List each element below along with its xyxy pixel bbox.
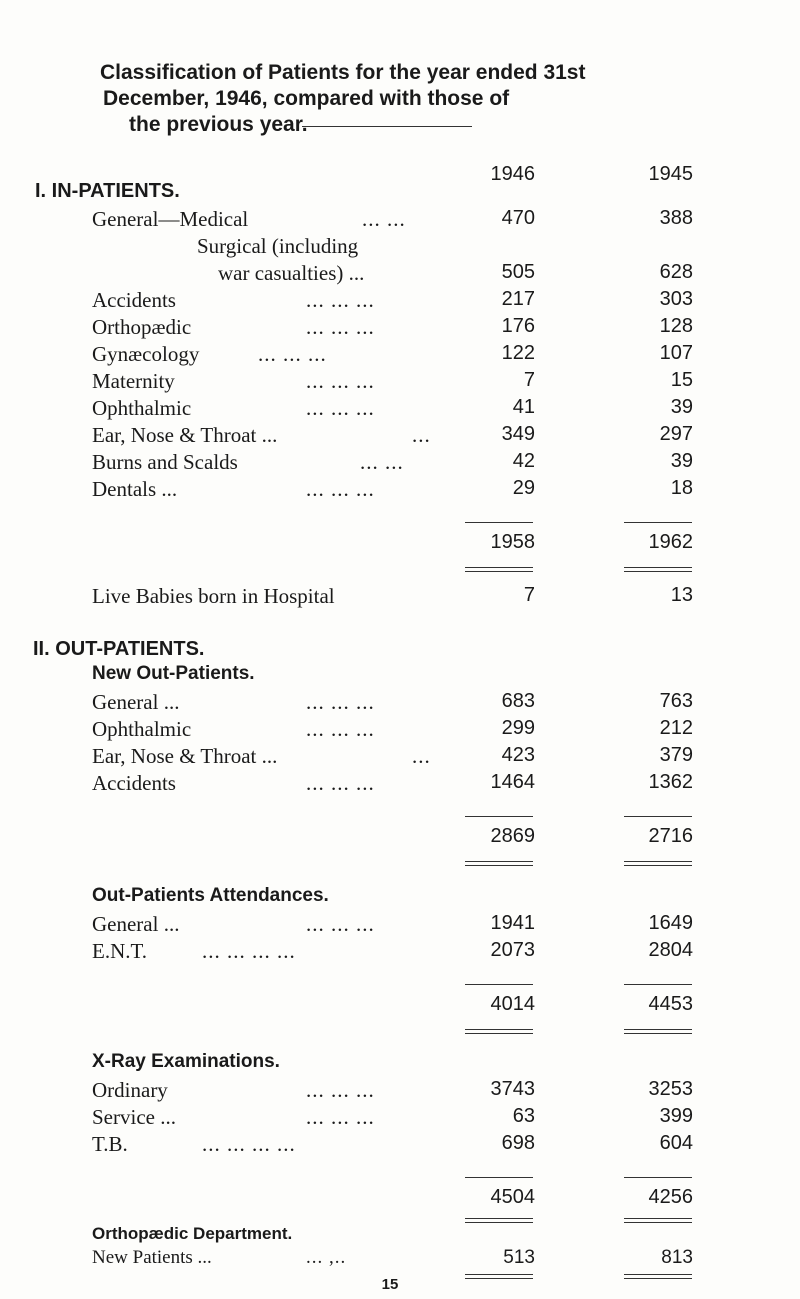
subtotal-rule [624,816,692,817]
total-1946: 4014 [490,993,535,1015]
table-row [0,912,800,942]
leader-dots: ... ... ... [306,912,375,936]
total-row [0,531,800,561]
leader-dots: ... ... ... ... [202,1132,296,1156]
table-row [0,369,800,399]
row-label: Ordinary [92,1078,168,1102]
value-1945: 628 [659,261,693,283]
value-1946: 698 [501,1132,535,1154]
value-1946: 505 [501,261,535,283]
value-1946: 42 [512,450,535,472]
value-1946: 299 [501,717,535,739]
row-label: Dentals ... [92,477,178,501]
total-1946: 1958 [490,531,535,553]
value-1945: 379 [659,744,693,766]
value-1946: 122 [501,342,535,364]
value-1945: 303 [659,288,693,310]
total-1945: 4453 [648,993,693,1015]
table-row [0,234,800,264]
leader-dots: ... ... ... [306,315,375,339]
value-1945: 399 [659,1105,693,1127]
table-row [0,1132,800,1162]
table-row [0,423,800,453]
table-row [0,717,800,747]
leader-dots: ... [412,744,431,768]
subtotal-rule [624,984,692,985]
leader-dots: ... [412,423,431,447]
attendances-heading: Out-Patients Attendances. [92,885,329,906]
row-label: Ophthalmic [92,717,192,741]
leader-dots: ... ... [360,450,404,474]
total-double-rule [624,1029,692,1034]
row-label: Accidents [92,771,176,795]
leader-dots: ... ... ... [306,1105,375,1129]
leader-dots: ... ,.. [306,1247,347,1268]
row-label: Live Babies born in Hospital [92,584,335,608]
value-1945: 107 [659,342,693,364]
row-label: Maternity [92,369,175,393]
value-1946: 349 [501,423,535,445]
table-row [0,690,800,720]
value-1945: 813 [661,1247,693,1268]
total-1946: 2869 [490,825,535,847]
value-1946: 513 [503,1247,535,1268]
value-1945: 2804 [648,939,693,961]
subsection-heading-row [0,885,800,915]
total-double-rule [465,567,533,572]
section-in-patients [0,180,800,210]
row-label: Gynæcology [92,342,200,366]
value-1945: 604 [659,1132,693,1154]
table-row [0,450,800,480]
row-label: New Patients ... [92,1247,212,1268]
value-1945: 1362 [648,771,693,793]
leader-dots: ... ... ... [306,690,375,714]
row-label: General ... [92,912,180,936]
total-row [0,825,800,855]
total-1945: 4256 [648,1186,693,1208]
value-1946: 29 [512,477,535,499]
row-label: E.N.T. [92,939,148,963]
value-1946: 2073 [490,939,535,961]
subtotal-rule [465,522,533,523]
table-row [0,342,800,372]
title-underline [302,126,472,127]
value-1945: 13 [670,584,693,606]
value-1946: 683 [501,690,535,712]
title-line-1: Classification of Patients for the year ended 31st [100,61,586,84]
row-label: Burns and Scalds [92,450,238,474]
row-label: T.B. [92,1132,128,1156]
page-number: 15 [381,1276,399,1293]
leader-dots: ... ... ... [306,477,375,501]
value-1945: 18 [670,477,693,499]
leader-dots: ... ... ... ... [202,939,296,963]
row-label: Ophthalmic [92,396,192,420]
value-1946: 3743 [490,1078,535,1100]
value-1946: 176 [501,315,535,337]
column-year-1945: 1945 [648,163,693,185]
table-row [0,1105,800,1135]
value-1945: 39 [670,450,693,472]
value-1946: 470 [501,207,535,229]
subtotal-rule [465,816,533,817]
table-row [0,771,800,801]
value-1946: 1941 [490,912,535,934]
table-row [0,261,800,291]
value-1946: 423 [501,744,535,766]
row-label: General ... [92,690,180,714]
table-row [0,1247,800,1277]
value-1946: 7 [523,584,535,606]
total-row [0,993,800,1023]
title-line-2: December, 1946, compared with those of [103,87,510,110]
value-1945: 3253 [648,1078,693,1100]
total-double-rule [624,567,692,572]
table-row [0,939,800,969]
row-label: war casualties) ... [218,261,365,285]
table-row [0,207,800,237]
subtotal-rule [624,1177,692,1178]
out-patients-heading: II. OUT-PATIENTS. [33,638,205,660]
total-row [0,1186,800,1216]
row-label: Ear, Nose & Throat ... [92,423,278,447]
row-label: General—Medical [92,207,249,231]
leader-dots: ... ... ... [306,369,375,393]
table-row [0,1078,800,1108]
total-1946: 4504 [490,1186,535,1208]
column-year-1946: 1946 [490,163,535,185]
row-label: Ear, Nose & Throat ... [92,744,278,768]
table-row [0,477,800,507]
value-1946: 7 [523,369,535,391]
value-1945: 388 [659,207,693,229]
title-line-3: the previous year. [129,113,308,136]
leader-dots: ... ... ... [306,717,375,741]
leader-dots: ... ... [362,207,406,231]
leader-dots: ... ... ... [258,342,327,366]
new-out-patients-heading: New Out-Patients. [92,663,255,684]
subtotal-rule [465,984,533,985]
total-double-rule [624,1218,692,1223]
subsection-heading-row [0,663,800,693]
leader-dots: ... ... ... [306,396,375,420]
xray-heading: X-Ray Examinations. [92,1051,280,1072]
subsection-heading-row [0,1051,800,1081]
table-row [0,396,800,426]
table-row [0,288,800,318]
total-1945: 1962 [648,531,693,553]
leader-dots: ... ... ... [306,288,375,312]
leader-dots: ... ... ... [306,1078,375,1102]
total-1945: 2716 [648,825,693,847]
row-label: Accidents [92,288,176,312]
total-double-rule [624,861,692,866]
value-1945: 1649 [648,912,693,934]
value-1945: 297 [659,423,693,445]
value-1946: 41 [512,396,535,418]
total-double-rule [465,1029,533,1034]
row-label: Service ... [92,1105,176,1129]
table-row [0,315,800,345]
orthopaedic-heading: Orthopædic Department. [92,1224,293,1243]
subtotal-rule [465,1177,533,1178]
value-1946: 217 [501,288,535,310]
total-double-rule [465,1218,533,1223]
value-1945: 39 [670,396,693,418]
row-label: Surgical (including [197,234,359,258]
live-babies-row [0,584,800,614]
value-1946: 1464 [490,771,535,793]
subtotal-rule [624,522,692,523]
in-patients-heading: I. IN-PATIENTS. [35,180,180,202]
value-1945: 15 [670,369,693,391]
leader-dots: ... ... ... [306,771,375,795]
total-double-rule [465,861,533,866]
value-1945: 763 [659,690,693,712]
table-row [0,744,800,774]
value-1945: 128 [659,315,693,337]
value-1945: 212 [659,717,693,739]
value-1946: 63 [512,1105,535,1127]
row-label: Orthopædic [92,315,192,339]
